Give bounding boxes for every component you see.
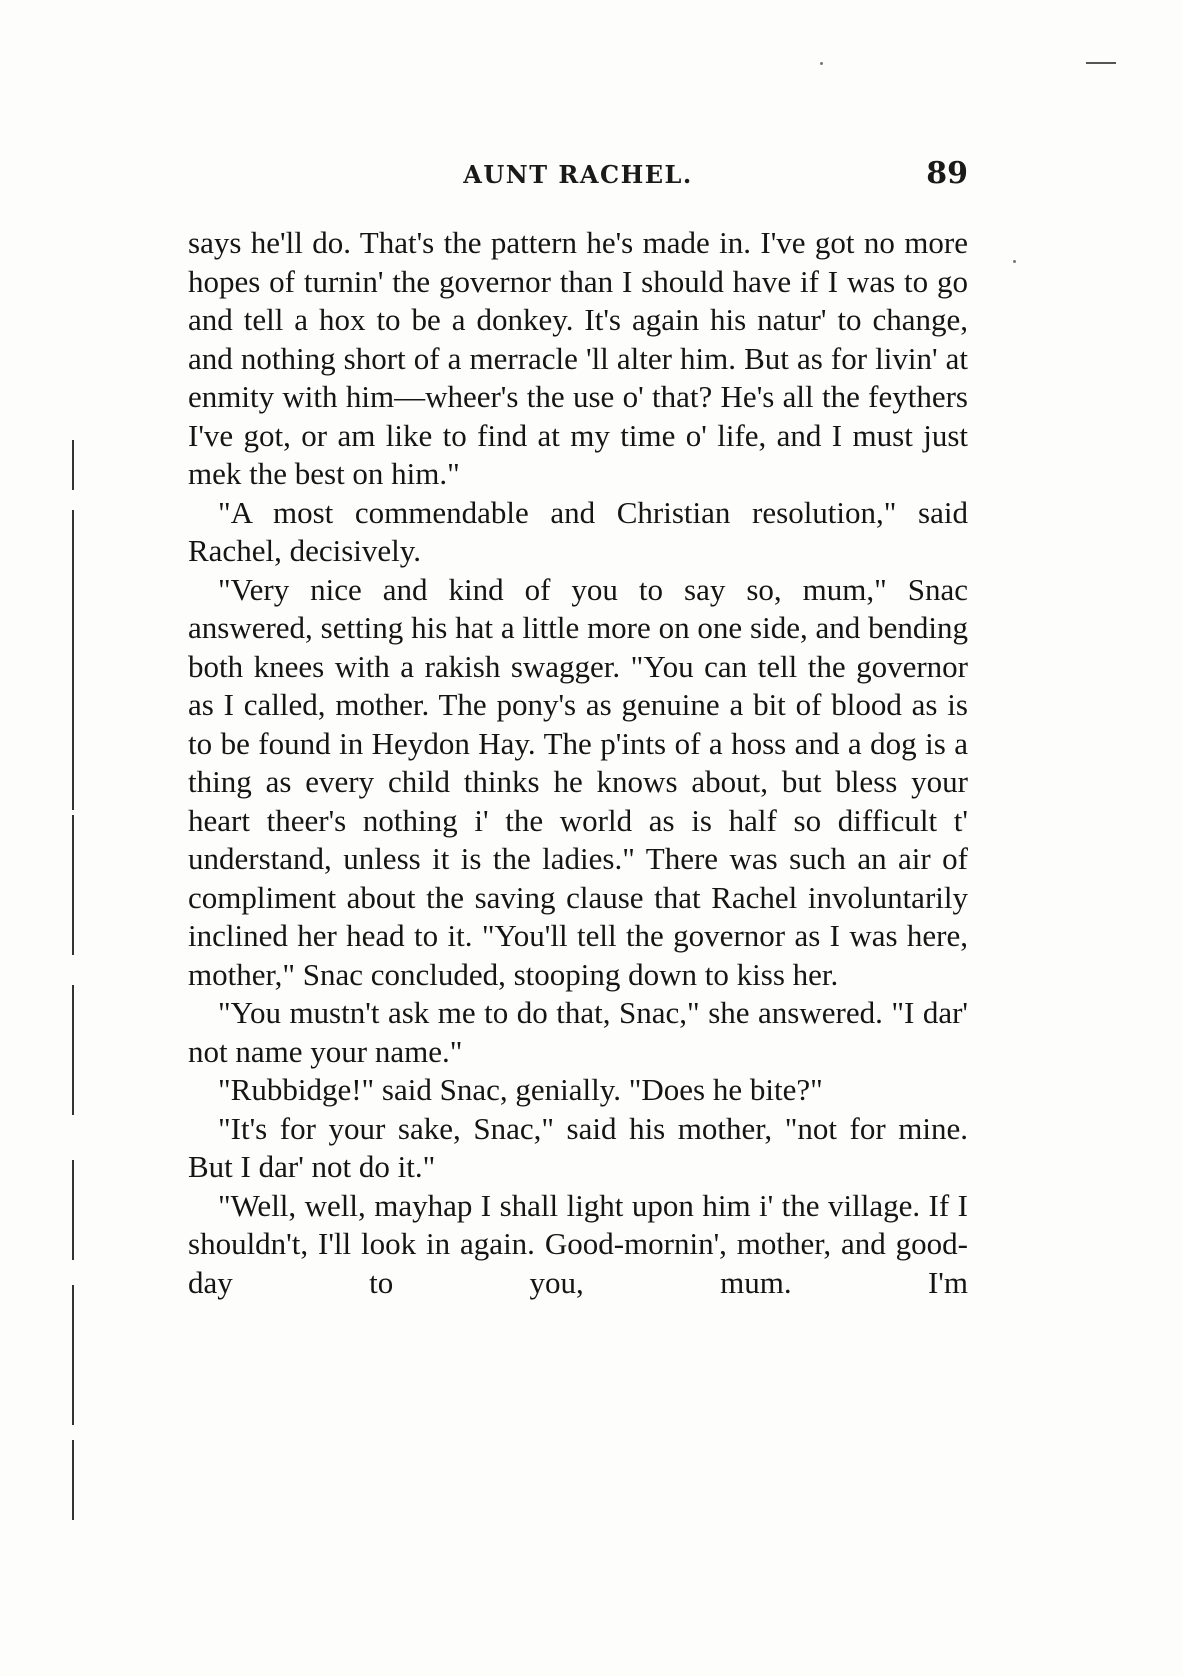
body-text <box>188 224 968 1302</box>
margin-mark <box>72 985 74 1115</box>
running-title: AUNT RACHEL. <box>463 160 693 189</box>
paragraph: "It's for your sake, Snac," said his mother, "not for mine. But I dar' not do it." <box>188 1110 968 1184</box>
scan-speck <box>1013 260 1016 263</box>
margin-mark <box>72 1160 74 1260</box>
page-number: 89 <box>926 156 968 191</box>
margin-mark <box>72 440 74 490</box>
margin-mark <box>72 510 74 810</box>
paragraph: "You mustn't ask me to do that, Snac," she answered. "I dar' not name your name." <box>188 995 968 1069</box>
margin-mark <box>72 815 74 955</box>
paragraph: "A most commendable and Christian resolution," said Rachel, decisively. <box>188 494 968 568</box>
scan-corner-mark <box>1086 62 1116 64</box>
scan-speck <box>820 62 823 65</box>
paragraph: says he'll do. That's the pattern he's made in. I've got no more hopes of turnin' the governor than I should have if I was to go and tell a hox to be a donkey. It's again his natur' to change, and nothing short of a merracle 'll alter him. But as for livin' at enmity with him—wheer's the use o' that? He's all the feythers I've got, or am like to find at my time o' life, and I must just mek the best on him." <box>188 225 968 491</box>
page-header <box>188 156 968 200</box>
paragraph: "Very nice and kind of you to say so, mum," Snac answered, setting his hat a little more on one side, and bending both knees with a rakish swagger. "You can tell the governor as I called, mother. The pony's as genuine a bit of blood as is to be found in Heydon Hay. The p'ints of a hoss and a dog is a thing as every child thinks he knows about, but bless your heart theer's nothing i' the world as is half so difficult t' understand, unless it is the ladies." There was such an air of compliment about the saving clause that Rachel involuntarily inclined her head to it. "You'll tell the governor as I was here, mother," Snac concluded, stooping down to kiss her. <box>188 571 968 992</box>
paragraph: "Well, well, mayhap I shall light upon him i' the village. If I shouldn't, I'll look in again. Good-mornin', mother, and good-day to you, mum. I'm <box>188 1187 968 1300</box>
margin-mark <box>72 1285 74 1425</box>
paragraph: "Rubbidge!" said Snac, genially. "Does he bite?" <box>218 1072 823 1107</box>
margin-mark <box>72 1440 74 1520</box>
